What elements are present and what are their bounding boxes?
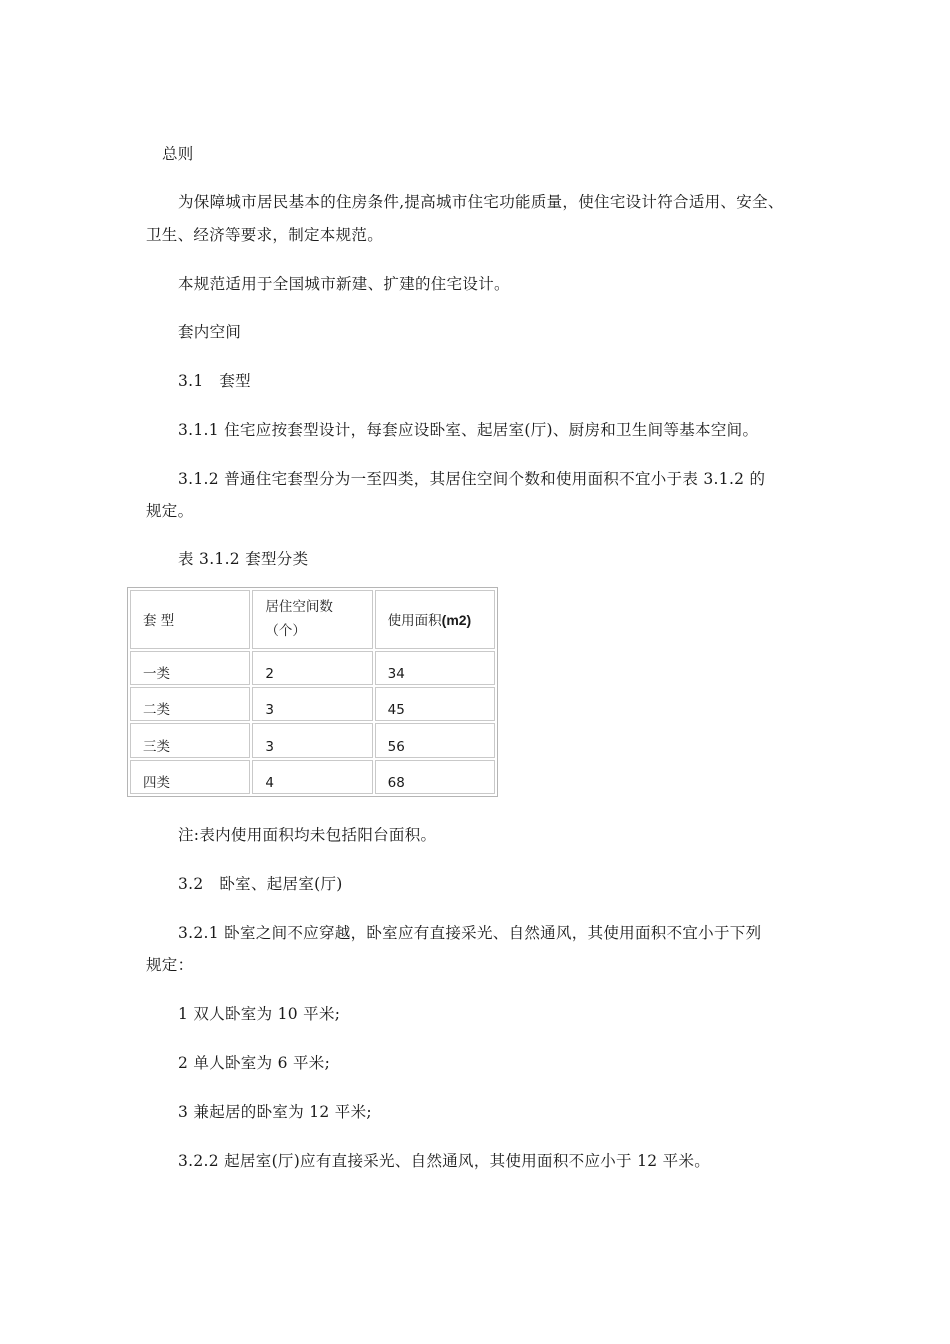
para-purpose-line-1: 为保障城市居民基本的住房条件,提高城市住宅功能质量，使住宅设计符合适用、安全、 (178, 193, 784, 211)
table-cell-area: 45 (375, 687, 495, 721)
table-row (130, 687, 495, 721)
table-header-area-label: 使用面积 (387, 613, 442, 630)
para-scope: 本规范适用于全国城市新建、扩建的住宅设计。 (178, 275, 510, 293)
table-cell-rooms: 3 (252, 723, 372, 757)
list-item-3: 3 兼起居的卧室为 12 平米; (178, 1103, 372, 1121)
table-header-rooms-line-2: （个） (265, 623, 306, 640)
table-cell-type: 三类 (143, 738, 170, 755)
list-item-2: 2 单人卧室为 6 平米; (178, 1054, 331, 1072)
table-cell-type: 二类 (143, 702, 170, 719)
table-header-rooms (252, 590, 372, 649)
table-cell-rooms: 4 (252, 760, 372, 794)
table-row (130, 651, 495, 685)
clause-3-2-1-line-2: 规定： (146, 956, 194, 974)
table-caption: 表 3.1.2 套型分类 (178, 550, 309, 568)
table-cell-type: 一类 (143, 665, 170, 682)
clause-3-2-1-line-1: 3.2.1 卧室之间不应穿越，卧室应有直接采光、自然通风，其使用面积不宜小于下列 (178, 924, 762, 942)
table-header-area (375, 590, 495, 649)
section-3-1: 3.1 套型 (178, 372, 251, 390)
table-header-type (130, 590, 250, 649)
table-cell-type: 四类 (143, 775, 170, 791)
table-note: 注:表内使用面积均未包括阳台面积。 (178, 826, 437, 844)
unit-type-table (127, 587, 498, 797)
para-purpose-line-2: 卫生、经济等要求，制定本规范。 (146, 226, 384, 244)
table-cell-rooms: 3 (252, 687, 372, 721)
clause-3-2-2: 3.2.2 起居室(厅)应有直接采光、自然通风，其使用面积不应小于 12 平米。 (178, 1152, 711, 1170)
table-header-row (130, 590, 495, 649)
list-item-1: 1 双人卧室为 10 平米; (178, 1005, 341, 1023)
table-cell-rooms: 2 (252, 651, 372, 685)
clause-3-1-2-line-2: 规定。 (146, 502, 194, 520)
clause-3-1-2-line-1: 3.1.2 普通住宅套型分为一至四类，其居住空间个数和使用面积不宜小于表 3.1.2 的 (178, 470, 766, 488)
table-cell-area: 56 (375, 723, 495, 757)
table-row (130, 760, 495, 794)
table-header-area-unit: (m2) (441, 612, 472, 629)
section-3-2: 3.2 卧室、起居室(厅) (178, 875, 343, 893)
heading-space: 套内空间 (178, 323, 242, 341)
table-cell-area: 68 (375, 760, 495, 794)
table-header-rooms-line-1: 居住空间数 (265, 599, 333, 616)
table-row (130, 723, 495, 757)
heading-general: 总则 (162, 145, 194, 163)
clause-3-1-1: 3.1.1 住宅应按套型设计，每套应设卧室、起居室(厅)、厨房和卫生间等基本空间。 (178, 421, 759, 439)
table-cell-area: 34 (375, 651, 495, 685)
table-header-type-label: 套 型 (143, 613, 175, 630)
